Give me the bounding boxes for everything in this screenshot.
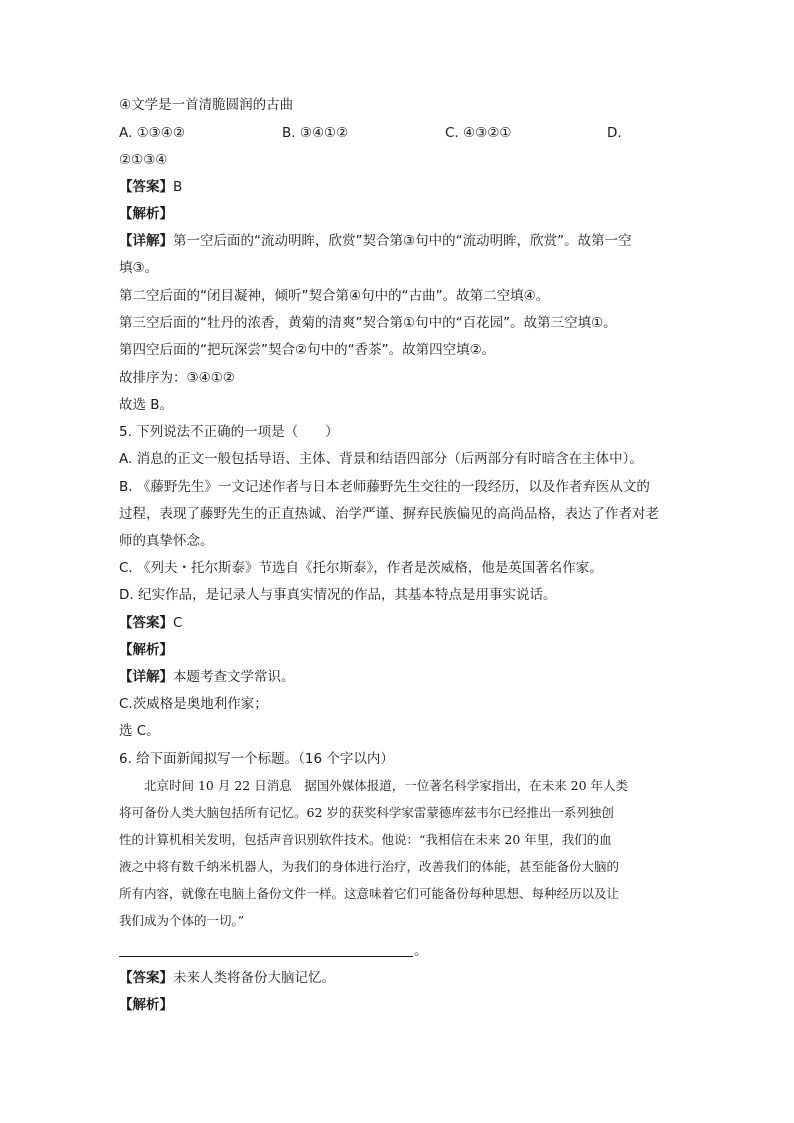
- detail-text: 第一空后面的“流动明眸，欣赏”契合第③句中的“流动明眸，欣赏”。故第一空: [173, 233, 632, 249]
- answer-tag: 【答案】: [119, 970, 173, 986]
- q5-option-a: A. 消息的正文一般包括导语、主体、背景和结语四部分（后两部分有时暗含在主体中）。: [119, 451, 643, 467]
- q5-analysis-tag: [119, 641, 173, 659]
- q4-answer: [119, 178, 182, 196]
- q6-news-line-2: 将可备份人类大脑包括所有记忆。62 岁的获奖科学家雷蒙德库兹韦尔已经推出一系列独创: [119, 805, 614, 820]
- analysis-tag: 【解析】: [119, 206, 173, 222]
- q6-blank-period: 。: [414, 943, 428, 959]
- answer-value: 未来人类将备份大脑记忆。: [173, 970, 335, 986]
- q4-detail-line-3: 第二空后面的“闭目凝神，倾听”契合第④句中的“古曲”。故第二空填④。: [119, 288, 550, 304]
- q4-detail-line-5: 第四空后面的“把玩深尝”契合②句中的“香茶”。故第四空填②。: [119, 342, 496, 358]
- analysis-tag: 【解析】: [119, 642, 173, 658]
- q5-stem: 5. 下列说法不正确的一项是（ ）: [119, 424, 339, 440]
- answer-value: B: [173, 179, 183, 195]
- q6-answer: [119, 969, 335, 987]
- q5-detail-line-1: C.茨威格是奥地利作家；: [119, 696, 268, 712]
- detail-text: 本题考查文学常识。: [173, 669, 295, 685]
- q5-option-b-line-3: 师的真挚怀念。: [119, 533, 214, 549]
- q4-order: 故排序为：③④①②: [119, 370, 235, 386]
- q4-option-a: A. ①③④②: [119, 125, 185, 141]
- q4-detail-line-2: 填③。: [119, 260, 159, 276]
- q4-option-d-continued: ②①③④: [119, 152, 168, 168]
- analysis-tag: 【解析】: [119, 997, 173, 1013]
- q6-news-line-4: 液之中将有数千纳米机器人，为我们的身体进行治疗，改善我们的体能，甚至能备份大脑的: [119, 859, 620, 874]
- q5-option-c: C. 《列夫・托尔斯泰》节选自《托尔斯泰》，作者是茨威格，他是英国著名作家。: [119, 560, 603, 576]
- answer-tag: 【答案】: [119, 615, 173, 631]
- q6-analysis-tag: [119, 996, 173, 1014]
- q6-news-line-3: 性的计算机相关发明，包括声音识别软件技术。他说：“我相信在未来 20 年里，我们的血: [119, 832, 612, 847]
- detail-tag: 【详解】: [119, 669, 173, 685]
- q5-detail: [119, 668, 295, 686]
- q6-answer-blank: [119, 956, 413, 957]
- q5-answer: [119, 614, 182, 632]
- q4-option-c: C. ④③②①: [445, 125, 512, 141]
- q6-news-line-1: 北京时间 10 月 22 日消息 据国外媒体报道，一位著名科学家指出，在未来 20 年人类: [119, 778, 629, 793]
- q4-choice: 故选 B。: [119, 397, 174, 413]
- q6-news-line-5: 所有内容，就像在电脑上备份文件一样。这意味着它们可能备份每种思想、每种经历以及让: [119, 886, 620, 901]
- q6-stem: 6. 给下面新闻拟写一个标题。（16 个字以内）: [119, 751, 394, 767]
- answer-value: C: [173, 615, 183, 631]
- q6-news-line-6: 我们成为个体的一切。”: [119, 913, 245, 928]
- q5-detail-line-2: 选 C。: [119, 723, 160, 739]
- q4-detail-line-4: 第三空后面的“牡丹的浓香，黄菊的清爽”契合第①句中的“百花园”。故第三空填①。: [119, 315, 617, 331]
- detail-tag: 【详解】: [119, 233, 173, 249]
- q5-option-d: D. 纪实作品，是记录人与事真实情况的作品，其基本特点是用事实说话。: [119, 587, 557, 603]
- q4-item-4: ④文学是一首清脆圆润的古曲: [119, 97, 294, 113]
- q4-option-d: D.: [607, 125, 622, 141]
- q5-option-b-line-2: 过程，表现了藤野先生的正直热诚、治学严谨、摒弃民族偏见的高尚品格，表达了作者对老: [119, 506, 659, 522]
- q5-option-b-line-1: B. 《藤野先生》一文记述作者与日本老师藤野先生交往的一段经历，以及作者弃医从文的: [119, 479, 650, 495]
- q4-option-b: B. ③④①②: [282, 125, 349, 141]
- q4-analysis-tag: [119, 205, 173, 223]
- answer-tag: 【答案】: [119, 179, 173, 195]
- q4-detail-line-1: [119, 232, 632, 250]
